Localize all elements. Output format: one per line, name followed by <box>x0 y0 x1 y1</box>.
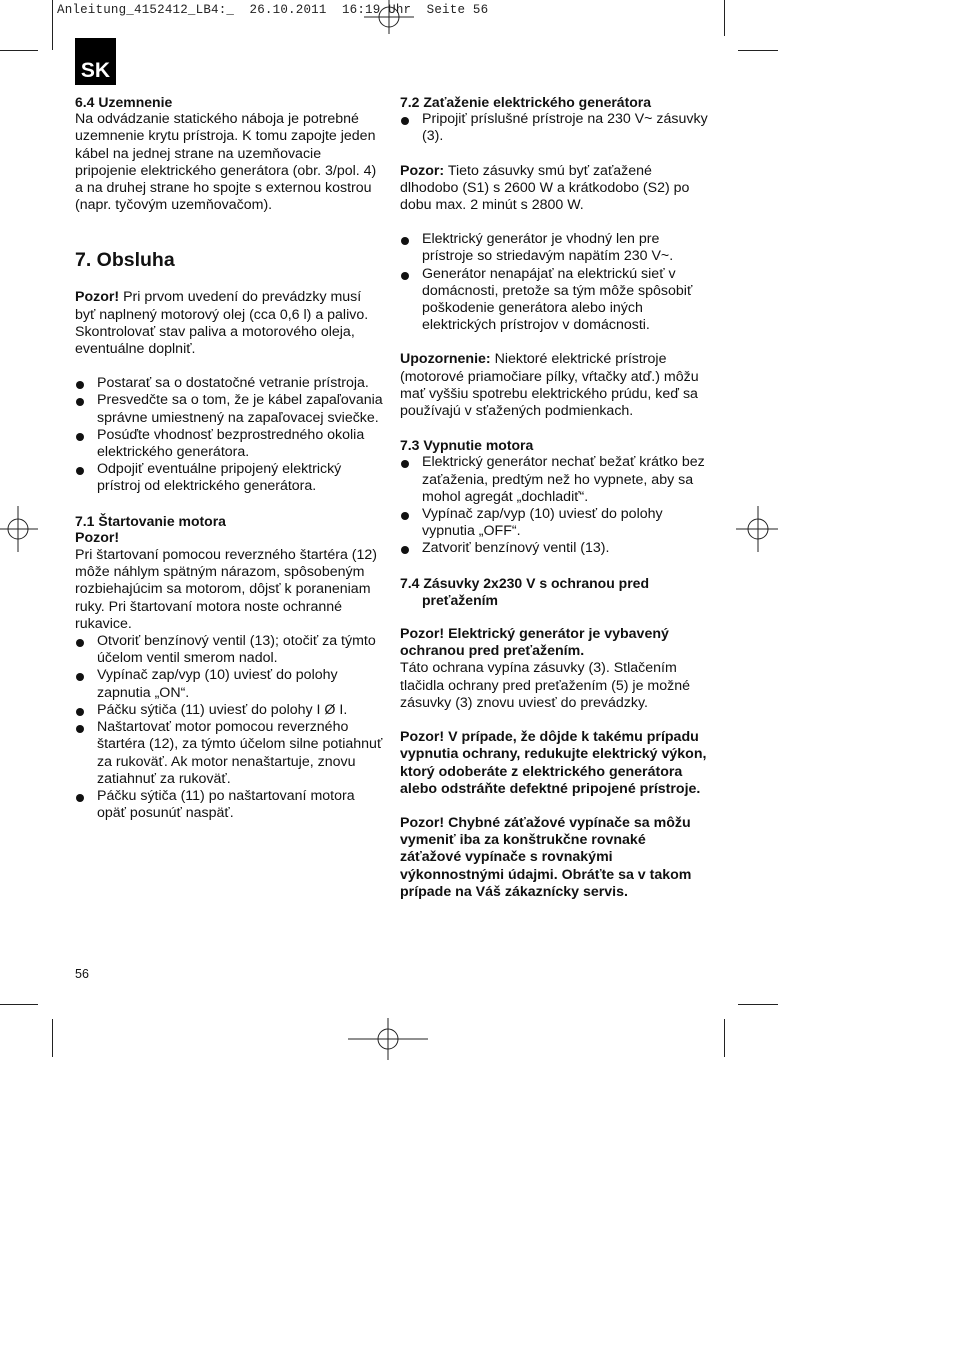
section-heading-7-2: 7.2 Zaťaženie elektrického generátora <box>400 94 652 110</box>
crop-mark <box>724 0 725 36</box>
paragraph: Pri štartovaní pomocou reverzného štartéra (12) môže náhlym spätným nárazom, spôsobeným rozbiehajúcim sa motorom, dôjsť k poraneniam ruky. Pri štartovaní motora noste ochranné rukavice. <box>75 547 378 632</box>
list-item: Pripojiť príslušné prístroje na 230 V~ zásuvky (3). <box>400 111 710 145</box>
crop-mark <box>0 50 38 51</box>
crop-mark <box>52 0 53 50</box>
bullet-list <box>75 375 385 495</box>
crop-mark <box>738 1004 778 1005</box>
page-number: 56 <box>75 967 89 981</box>
paragraph: Táto ochrana vypína zásuvky (3). Stlačením tlačidla ochrany pred preťažením (5) je možné zásuvky (3) znovu uviesť do prevádzky. <box>400 660 690 711</box>
section-heading-6-4: 6.4 Uzemnenie <box>75 94 173 110</box>
section-heading-7-4: 7.4 Zásuvky 2x230 V s ochranou pred <box>400 574 650 591</box>
language-badge: SK <box>75 38 116 85</box>
note-paragraph <box>400 351 710 420</box>
crop-mark <box>738 50 778 51</box>
warning-label: Pozor! <box>75 529 120 546</box>
list-item: Páčku sýtiča (11) po naštartovaní motora opäť posunúť naspäť. <box>75 788 385 822</box>
warning-bold-paragraph: Pozor! V prípade, že dôjde k takému prípadu vypnutia ochrany, redukujte elektrický výkon, ktorý odoberáte z elektrického generátora alebo odstráňte defektné pripojené prístroje. <box>400 729 707 797</box>
bullet-list <box>400 111 710 145</box>
warning-paragraph <box>400 163 710 215</box>
note-label: Upozornenie: <box>400 351 491 368</box>
list-item: Vypínač zap/vyp (10) uviesť do polohy zapnutia „ON“. <box>75 667 385 701</box>
list-item: Páčku sýtiča (11) uviesť do polohy I Ø I. <box>75 702 385 719</box>
right-column <box>400 94 710 901</box>
registration-mark-icon <box>348 1018 428 1060</box>
list-item: Odpojiť eventuálne pripojený elektrický prístroj od elektrického generátora. <box>75 461 385 495</box>
left-column <box>75 94 385 822</box>
crop-mark <box>0 1004 38 1005</box>
list-item: Elektrický generátor je vhodný len pre prístroje so striedavým napätím 230 V~. <box>400 231 710 265</box>
list-item: Zatvoriť benzínový ventil (13). <box>400 540 710 557</box>
section-heading-7-1: 7.1 Štartovanie motora <box>75 512 226 529</box>
section-heading-7-3: 7.3 Vypnutie motora <box>400 437 534 454</box>
crop-mark <box>52 1019 53 1057</box>
warning-label: Pozor: <box>400 162 445 179</box>
list-item: Elektrický generátor nechať bežať krátko bez zaťaženia, predtým než ho vypnete, aby sa mohol agregát „dochladiť“. <box>400 454 710 506</box>
bullet-list <box>400 231 710 334</box>
warning-paragraph <box>75 289 385 358</box>
print-slug: Anleitung_4152412_LB4:_ 26.10.2011 16:19 Uhr Seite 56 <box>57 3 489 17</box>
note-text: Niektoré elektrické prístroje (motorové priamočiare pílky, vŕtačky atď.) môžu mať vyššiu spotrebu elektrického prúdu, keď sa používajú v sťažených podmienkach. <box>400 351 699 420</box>
chapter-heading-7: 7. Obsluha <box>75 249 175 272</box>
warning-text: Tieto zásuvky smú byť zaťažené dlhodobo (S1) s 2600 W a krátkodobo (S2) po dobu max. 2 minút s 2800 W. <box>400 162 690 214</box>
registration-mark-icon <box>364 0 414 34</box>
warning-bold-paragraph: Pozor! Chybné záťažové vypínače sa môžu vymeniť iba za konštrukčne rovnaké záťažové vypínače s rovnakými výkonnostnými údajmi. Obráťte sa v takom prípade na Váš zákaznícky servis. <box>400 814 692 900</box>
crop-mark <box>724 1019 725 1057</box>
paragraph: Na odvádzanie statického náboja je potrebné uzemnenie krytu prístroja. K tomu zapojte jeden kábel na jednej strane na uzemňovacie pripojenie elektrického generátora (obr. 3/pol. 4) a na druhej strane ho spojte s externou kostrou (napr. tyčovým uzemňovačom). <box>75 111 377 214</box>
list-item: Otvoriť benzínový ventil (13); otočiť za týmto účelom ventil smerom nadol. <box>75 633 385 667</box>
registration-mark-icon <box>736 506 778 552</box>
section-heading-7-4-cont: preťažením <box>422 591 498 608</box>
list-item: Presvedčte sa o tom, že je kábel zapaľovania správne umiestnený na zapaľovacej sviečke. <box>75 392 385 426</box>
list-item: Vypínač zap/vyp (10) uviesť do polohy vypnutia „OFF“. <box>400 506 710 540</box>
warning-text: Pri prvom uvedení do prevádzky musí byť naplnený motorový olej (cca 0,6 l) a palivo. Skontrolovať stav paliva a motorového oleja, eventuálne doplniť. <box>75 289 369 358</box>
list-item: Postarať sa o dostatočné vetranie prístroja. <box>75 375 385 392</box>
list-item: Generátor nenapájať na elektrickú sieť v domácnosti, pretože sa tým môže spôsobiť poškodenie generátora alebo iných elektrických prístrojov v domácnosti. <box>400 266 710 335</box>
list-item: Posúďte vhodnosť bezprostredného okolia elektrického generátora. <box>75 427 385 461</box>
bullet-list <box>75 633 385 822</box>
bullet-list <box>400 454 710 557</box>
warning-bold-paragraph: Pozor! Elektrický generátor je vybavený ochranou pred preťažením. <box>400 626 669 660</box>
list-item: Naštartovať motor pomocou reverzného štartéra (12), za týmto účelom silne potiahnuť za rukoväť. Ak motor nenaštartuje, znovu zatiahnuť za rukoväť. <box>75 719 385 788</box>
registration-mark-icon <box>0 506 38 552</box>
warning-label: Pozor! <box>75 289 120 306</box>
